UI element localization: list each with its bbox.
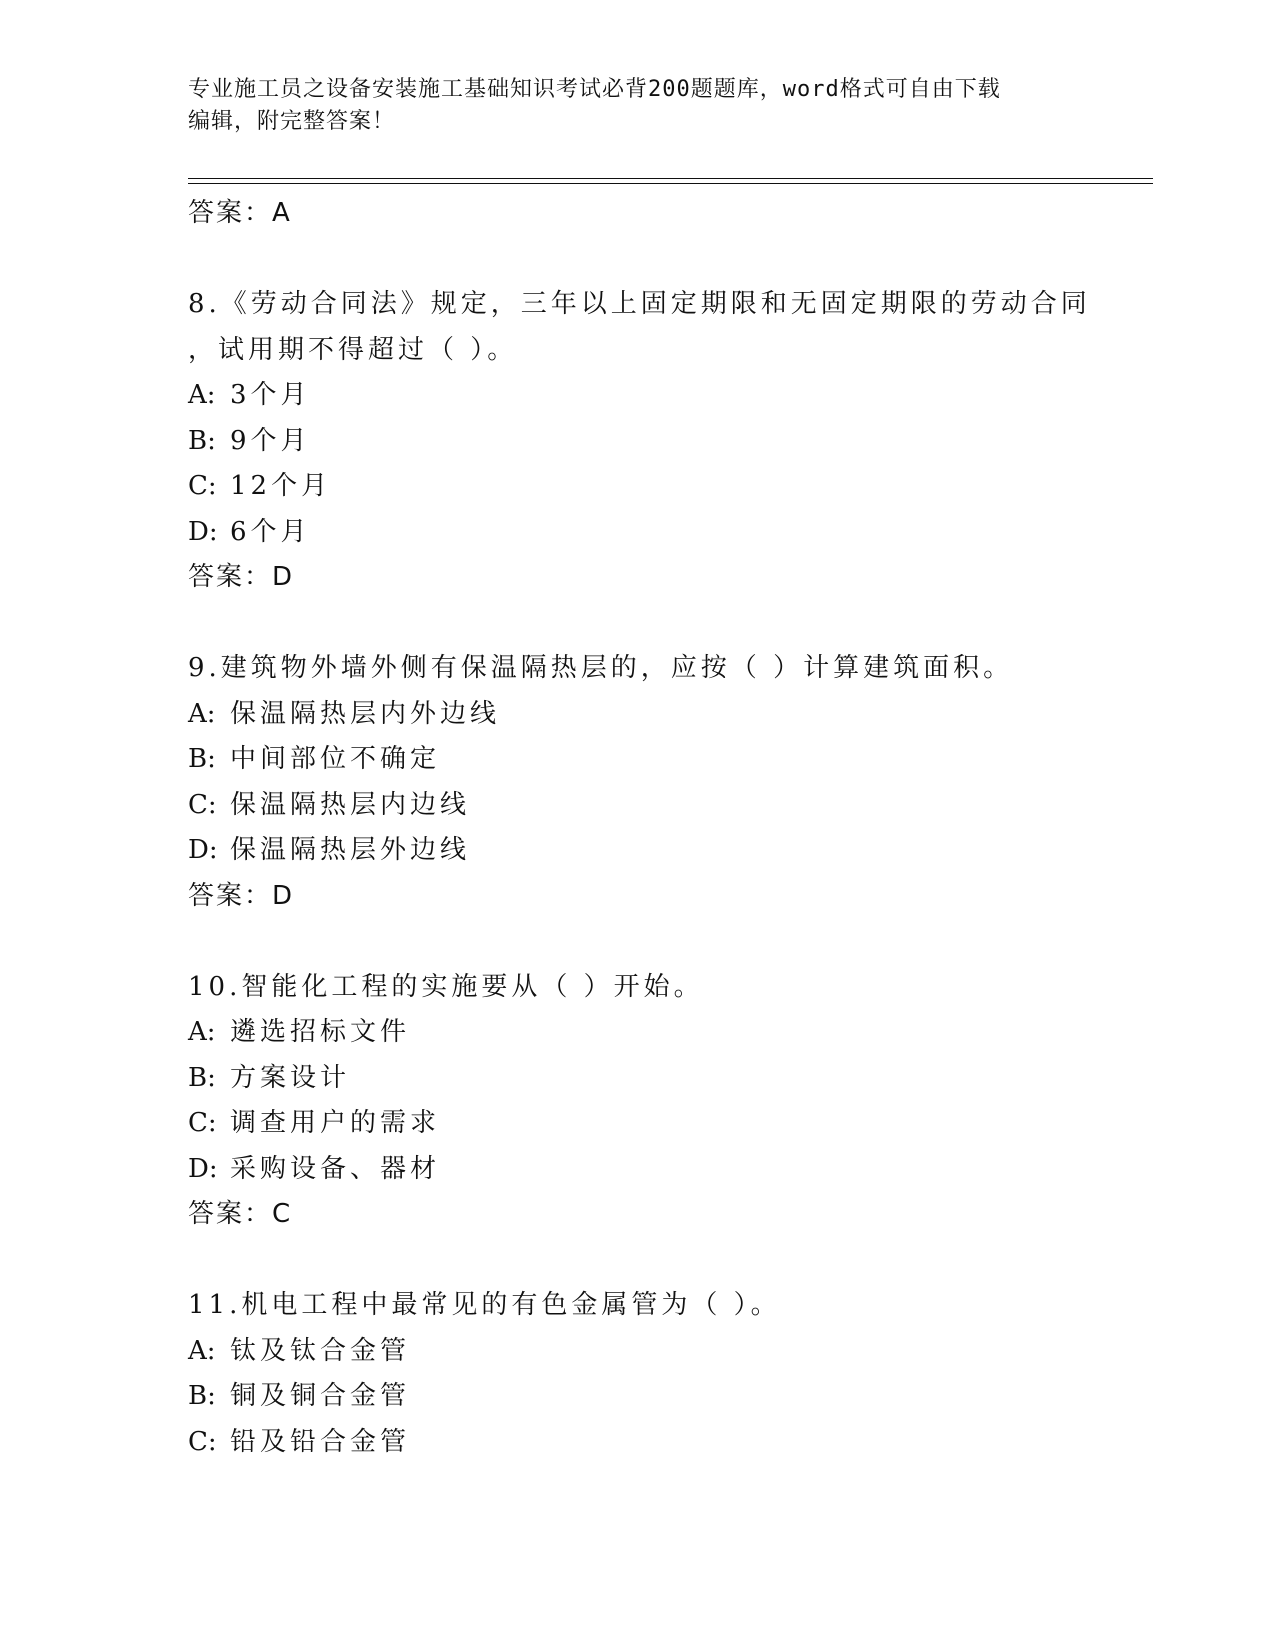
question-11: [188, 1283, 1088, 1465]
header-divider-bottom: [188, 183, 1153, 184]
option-letter: C:: [188, 1426, 217, 1457]
option-letter: B:: [188, 1381, 216, 1411]
option-text: 6个月: [230, 516, 311, 547]
question-9: [188, 646, 1088, 919]
option-a: [188, 1010, 1088, 1056]
option-text: 遴选招标文件: [230, 1017, 411, 1047]
option-letter: C:: [188, 789, 217, 820]
option-letter: A:: [188, 1017, 216, 1047]
header-title-line-1: 专业施工员之设备安装施工基础知识考试必背200题题库，word格式可自由下载: [188, 77, 1001, 102]
option-text: 中间部位不确定: [230, 744, 441, 774]
document-header: [188, 74, 1088, 138]
option-a: [188, 1329, 1088, 1375]
option-c: [188, 1101, 1088, 1147]
question-stem: 10.智能化工程的实施要从（ ）开始。: [188, 971, 704, 1002]
option-text: 保温隔热层内边线: [230, 789, 471, 820]
option-d: [188, 510, 1088, 556]
option-letter: D:: [188, 516, 218, 547]
option-letter: A:: [188, 1335, 216, 1366]
option-b: [188, 737, 1088, 783]
question-stem-continued: ，试用期不得超过（ ）。: [188, 334, 518, 365]
question-10: [188, 965, 1088, 1238]
option-b: [188, 1056, 1088, 1102]
option-text: 钛及钛合金管: [230, 1335, 411, 1366]
option-letter: A:: [188, 380, 216, 410]
option-letter: C:: [188, 471, 217, 501]
option-text: 9个月: [230, 425, 311, 456]
option-text: 调查用户的需求: [230, 1108, 441, 1138]
question-list: [188, 191, 1091, 1465]
answer-line: 答案：C: [188, 1199, 293, 1229]
option-letter: D:: [188, 835, 218, 865]
option-letter: C:: [188, 1108, 217, 1138]
option-text: 保温隔热层内外边线: [230, 698, 501, 729]
option-text: 铅及铅合金管: [230, 1426, 411, 1457]
option-text: 12个月: [230, 471, 332, 501]
question-stem: 11.机电工程中最常见的有色金属管为（ ）。: [188, 1290, 781, 1320]
option-text: 保温隔热层外边线: [230, 835, 471, 865]
question-stem: 8.《劳动合同法》规定，三年以上固定期限和无固定期限的劳动合同: [188, 289, 1091, 319]
option-text: 3个月: [230, 380, 311, 410]
option-b: [188, 1374, 1088, 1420]
option-letter: B:: [188, 425, 216, 456]
option-c: [188, 464, 1088, 510]
previous-answer: 答案：A: [188, 198, 292, 228]
spacer: [188, 1238, 1088, 1284]
option-d: [188, 828, 1088, 874]
option-letter: A:: [188, 698, 216, 729]
option-letter: D:: [188, 1153, 218, 1184]
option-a: [188, 373, 1088, 419]
option-text: 采购设备、器材: [230, 1153, 441, 1184]
spacer: [188, 919, 1088, 965]
option-letter: B:: [188, 744, 216, 774]
option-b: [188, 419, 1088, 465]
answer-line: 答案：D: [188, 562, 295, 592]
spacer: [188, 237, 1088, 283]
spacer: [188, 601, 1088, 647]
option-d: [188, 1147, 1088, 1193]
option-letter: B:: [188, 1062, 216, 1093]
question-8: [188, 282, 1091, 601]
option-text: 方案设计: [230, 1062, 351, 1093]
option-c: [188, 1420, 1088, 1466]
header-title-line-2: 编辑，附完整答案！: [188, 109, 396, 134]
option-text: 铜及铜合金管: [230, 1381, 411, 1411]
header-divider-top: [188, 178, 1153, 179]
answer-line: 答案：D: [188, 880, 295, 911]
question-stem: 9.建筑物外墙外侧有保温隔热层的，应按（ ）计算建筑面积。: [188, 653, 1014, 683]
option-c: [188, 783, 1088, 829]
option-a: [188, 692, 1088, 738]
